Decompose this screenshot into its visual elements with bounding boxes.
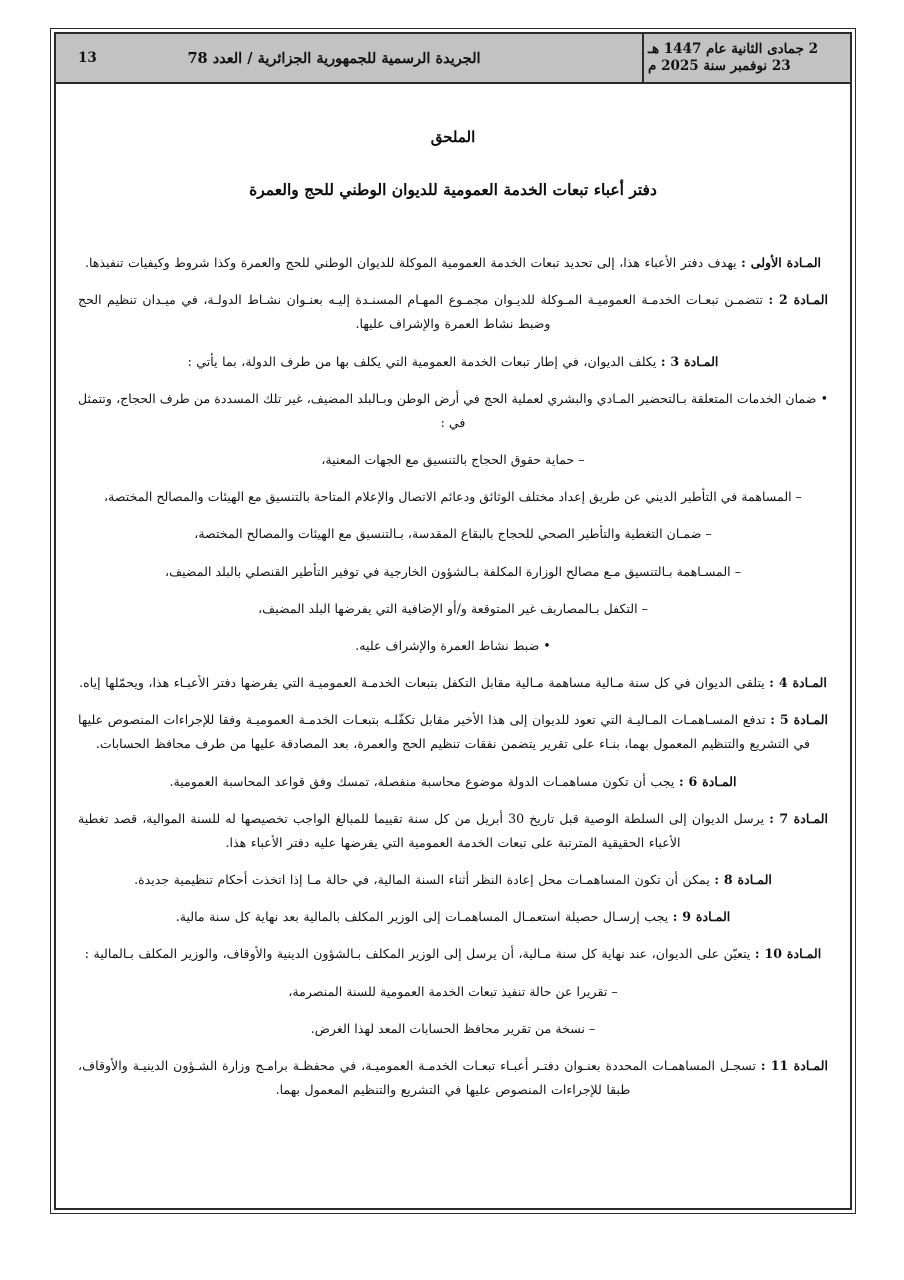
article-6 [78, 770, 828, 794]
article-5 [78, 708, 828, 756]
article-1-text: يهدف دفتر الأعباء هذا، إلى تحديد تبعات الخدمة العمومية الموكلة للديوان الوطني للحج والعمرة وكذا شروط وكيفيات تنفيذها. [84, 255, 742, 270]
article-10-text: يتعيّن على الديوان، عند نهاية كل سنة مـالية، أن يرسل إلى الوزير المكلف بـالشؤون الدينية والأوقاف، والوزير المكلف بـالمالية : [84, 946, 755, 962]
article-4-label: المـادة 4 : [769, 675, 827, 691]
dash-2-marker: – [795, 489, 802, 505]
article-9 [78, 905, 828, 929]
article-6-text: يجب أن تكون مساهمـات الدولة موضوع محاسبة منفصلة، تمسك وفق قواعد المحاسبة العمومية. [169, 773, 679, 789]
article-1-label: المـادة الأولى : [741, 255, 822, 270]
article-9-label: المـادة 9 : [672, 909, 731, 925]
dash-2-text: المساهمة في التأطير الديني عن طريق إعداد مختلف الوثائق ودعائم الاتصال والإعلام المتاحة بالتنسيق مع الهيئات والمصالح المختصة، [104, 489, 796, 505]
bullet-2-marker: • [543, 637, 551, 653]
article-7 [78, 807, 828, 855]
page-frame-inner [54, 32, 852, 1210]
dash-6 [78, 980, 828, 1004]
page-frame [50, 28, 856, 1214]
dash-3 [78, 522, 828, 546]
article-10-label: المـادة 10 : [754, 946, 822, 962]
dash-5-text: التكفل بـالمصاريف غير المتوقعة و/أو الإضافية التي يفرضها البلد المضيف، [258, 600, 642, 616]
article-8-label: المـادة 8 : [714, 872, 772, 888]
article-8-text: يمكن أن تكون المساهمـات محل إعادة النظر أثناء السنة المالية، في حالة مـا إذا اتخذت أحكام تنظيمية جديدة. [134, 872, 715, 888]
article-4 [78, 671, 828, 695]
dash-3-text: ضمـان التغطية والتأطير الصحي للحجاج بالبقاع المقدسة، بـالتنسيق مع الهيئات والمصالح المختصة، [194, 526, 706, 542]
article-2-text: تتضمـن تبعـات الخدمـة العموميـة المـوكلة للديـوان مجمـوع المهـام المسنـدة إليـه بعنـوان نشـاط الدولـة، في ميـدان تنظيم الحج وضبط نشاط العمرة والإشراف عليها. [78, 292, 769, 332]
dash-5-marker: – [641, 600, 648, 616]
bullet-1-text: ضمان الخدمات المتعلقة بـالتحضير المـادي والبشري لعملية الحج في أرض الوطن وبـالبلد المضيف، غير تلك المسددة من طرف الحجاج، وتتمثل في : [78, 390, 821, 430]
header-date-block [642, 34, 850, 82]
article-11 [78, 1054, 828, 1102]
page-number [78, 34, 97, 82]
article-9-text: يجب إرسـال حصيلة استعمـال المساهمـات إلى الوزير المكلف بالمالية بعد نهاية كل سنة مالية. [175, 909, 673, 925]
dash-3-marker: – [705, 526, 712, 542]
dash-4 [78, 560, 828, 584]
articles-container [78, 251, 828, 1102]
article-3-text: يكلف الديوان، في إطار تبعات الخدمة العمومية التي يكلف بها من طرف الدولة، بما يأتي : [187, 353, 661, 369]
article-7-label: المـادة 7 : [769, 810, 828, 826]
bullet-1 [78, 387, 828, 435]
bullet-1-marker: • [820, 390, 828, 406]
dash-6-text: تقريرا عن حالة تنفيذ تبعات الخدمة العمومية للسنة المنصرمة، [288, 983, 612, 999]
document-subtitle: دفتر أعباء تبعات الخدمة العمومية للديوان الوطني للحج والعمرة [249, 180, 657, 199]
dash-4-marker: – [734, 563, 741, 579]
bullet-2 [78, 634, 828, 658]
article-3-label: المـادة 3 : [660, 353, 719, 369]
dash-4-text: المسـاهمة بـالتنسيق مـع مصالح الوزارة المكلفة بـالشؤون الخارجية في توفير التأطير القنصلي بالبلد المضيف، [165, 563, 735, 579]
dash-1-marker: – [578, 452, 585, 468]
page-header-band [56, 34, 850, 84]
header-date-hijri: 2 جمادى الثانية عام 1447 هـ [648, 40, 819, 57]
article-10 [78, 942, 828, 966]
article-6-label: المـادة 6 : [678, 773, 737, 789]
article-5-text: تدفع المسـاهمـات المـاليـة التي تعود للديوان إلى هذا الأخير مقابل تكفّلـه بتبعـات الخدمـة العموميـة وفقا للإجراءات المنصوص عليها في التشريع والتنظيم المعمول بهما، بنـاء على تقرير يتضمن نفقات تنظيم الحج والعمرة، بعد المصادقة عليها من طرف محافظ الحسابات. [78, 712, 811, 752]
bullet-2-text: ضبط نشاط العمرة والإشراف عليه. [355, 637, 544, 653]
dash-7-marker: – [589, 1020, 596, 1036]
article-2-label: المـادة 2 : [768, 292, 828, 308]
dash-6-marker: – [611, 983, 618, 999]
article-11-label: المـادة 11 : [760, 1057, 828, 1073]
header-journal-block [56, 34, 642, 82]
dash-7-text: نسخة من تقرير محافظ الحسابات المعد لهذا الغرض. [310, 1020, 590, 1036]
article-11-text: تسجـل المساهمـات المحددة بعنـوان دفتـر أعبـاء تبعـات الخدمـة العموميـة، في محفظـة برامـج وزارة الشـؤون الدينيـة والأوقاف، طبقا للإجراءات المنصوص عليها في التشريع والتنظيم المعمول بهما. [78, 1057, 761, 1098]
article-7-text: يرسل الديوان إلى السلطة الوصية قبل تاريخ 30 أبريل من كل سنة تقييما للمبالغ الواجب تخصيصها له للسنة الموالية، قصد تغطية الأعباء الحقيقية المترتبة على تبعات الخدمة العمومية التي يفرضها عليه دفتر الأعباء هذا. [78, 810, 770, 850]
page-number-value: 13 [78, 50, 97, 66]
page-body [56, 84, 850, 1208]
dash-7 [78, 1017, 828, 1041]
dash-1 [78, 448, 828, 472]
header-date-gregorian: 23 نوفمبر سنة 2025 م [648, 58, 791, 74]
article-3 [78, 350, 828, 374]
article-1 [78, 251, 828, 275]
dash-5 [78, 597, 828, 621]
article-8 [78, 868, 828, 892]
article-5-label: المـادة 5 : [770, 712, 828, 728]
article-2 [78, 288, 828, 336]
article-4-text: يتلقى الديوان في كل سنة مـالية مساهمة مـالية مقابل التكفل بتبعات الخدمـة العموميـة التي يفرضها دفتر الأعبـاء هذا، ويحمّلها إياه. [79, 675, 770, 691]
header-journal-title: الجريدة الرسمية للجمهورية الجزائرية / العدد 78 [187, 49, 481, 67]
dash-1-text: حماية حقوق الحجاج بالتنسيق مع الجهات المعنية، [321, 452, 579, 468]
dash-2 [78, 485, 828, 509]
document-title: الملحق [430, 128, 476, 146]
